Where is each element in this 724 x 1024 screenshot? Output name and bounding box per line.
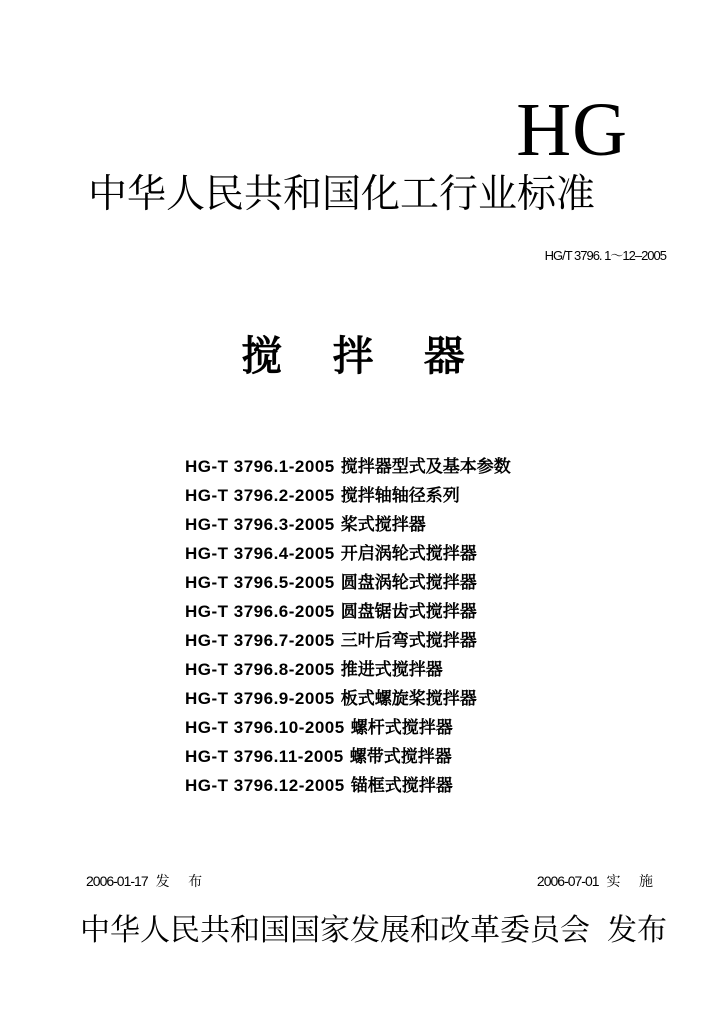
- standard-mark: HG: [516, 88, 628, 172]
- part-code: HG-T 3796.12-2005: [185, 776, 345, 795]
- list-item: [185, 771, 511, 800]
- part-name: 板式螺旋桨搅拌器: [340, 689, 477, 709]
- list-item: [185, 481, 511, 510]
- part-name: 螺带式搅拌器: [349, 747, 452, 767]
- list-item: [185, 539, 511, 568]
- effective-date: 2006-07-01: [536, 873, 599, 889]
- part-name: 搅拌器型式及基本参数: [340, 457, 511, 477]
- effective-date-line: [537, 874, 660, 889]
- list-item: [185, 510, 511, 539]
- part-name: 桨式搅拌器: [340, 515, 426, 535]
- part-name: 开启涡轮式搅拌器: [340, 544, 477, 564]
- parts-list: [185, 452, 511, 800]
- part-code: HG-T 3796.6-2005: [185, 602, 335, 621]
- list-item: [185, 626, 511, 655]
- part-code: HG-T 3796.2-2005: [185, 486, 335, 505]
- publish-label: 发布: [607, 913, 667, 948]
- effective-label: 实 施: [606, 874, 660, 890]
- publisher-name: 中华人民共和国国家发展和改革委员会: [80, 913, 590, 948]
- part-code: HG-T 3796.7-2005: [185, 631, 335, 650]
- standard-code: HG/T 3796. 1～12–2005: [544, 248, 666, 263]
- list-item: [185, 742, 511, 771]
- part-code: HG-T 3796.5-2005: [185, 573, 335, 592]
- part-name: 锚框式搅拌器: [350, 776, 453, 796]
- org-title: 中华人民共和国化工行业标准: [88, 172, 596, 217]
- part-code: HG-T 3796.8-2005: [185, 660, 335, 679]
- document-title: 搅 拌 器: [241, 332, 483, 380]
- part-name: 圆盘锯齿式搅拌器: [340, 602, 477, 622]
- part-name: 圆盘涡轮式搅拌器: [340, 573, 477, 593]
- part-code: HG-T 3796.4-2005: [185, 544, 335, 563]
- part-code: HG-T 3796.10-2005: [185, 718, 345, 737]
- list-item: [185, 568, 511, 597]
- part-name: 搅拌轴轴径系列: [340, 486, 460, 506]
- issue-date: 2006-01-17: [86, 873, 148, 889]
- part-code: HG-T 3796.11-2005: [185, 747, 344, 766]
- list-item: [185, 713, 511, 742]
- part-code: HG-T 3796.1-2005: [185, 457, 335, 476]
- part-code: HG-T 3796.3-2005: [185, 515, 335, 534]
- part-name: 螺杆式搅拌器: [350, 718, 453, 738]
- part-code: HG-T 3796.9-2005: [185, 689, 335, 708]
- list-item: [185, 684, 511, 713]
- issue-label: 发 布: [155, 874, 210, 890]
- list-item: [185, 655, 511, 684]
- issue-date-line: [86, 874, 209, 889]
- part-name: 三叶后弯式搅拌器: [340, 631, 477, 651]
- list-item: [185, 452, 511, 481]
- list-item: [185, 597, 511, 626]
- part-name: 推进式搅拌器: [340, 660, 443, 680]
